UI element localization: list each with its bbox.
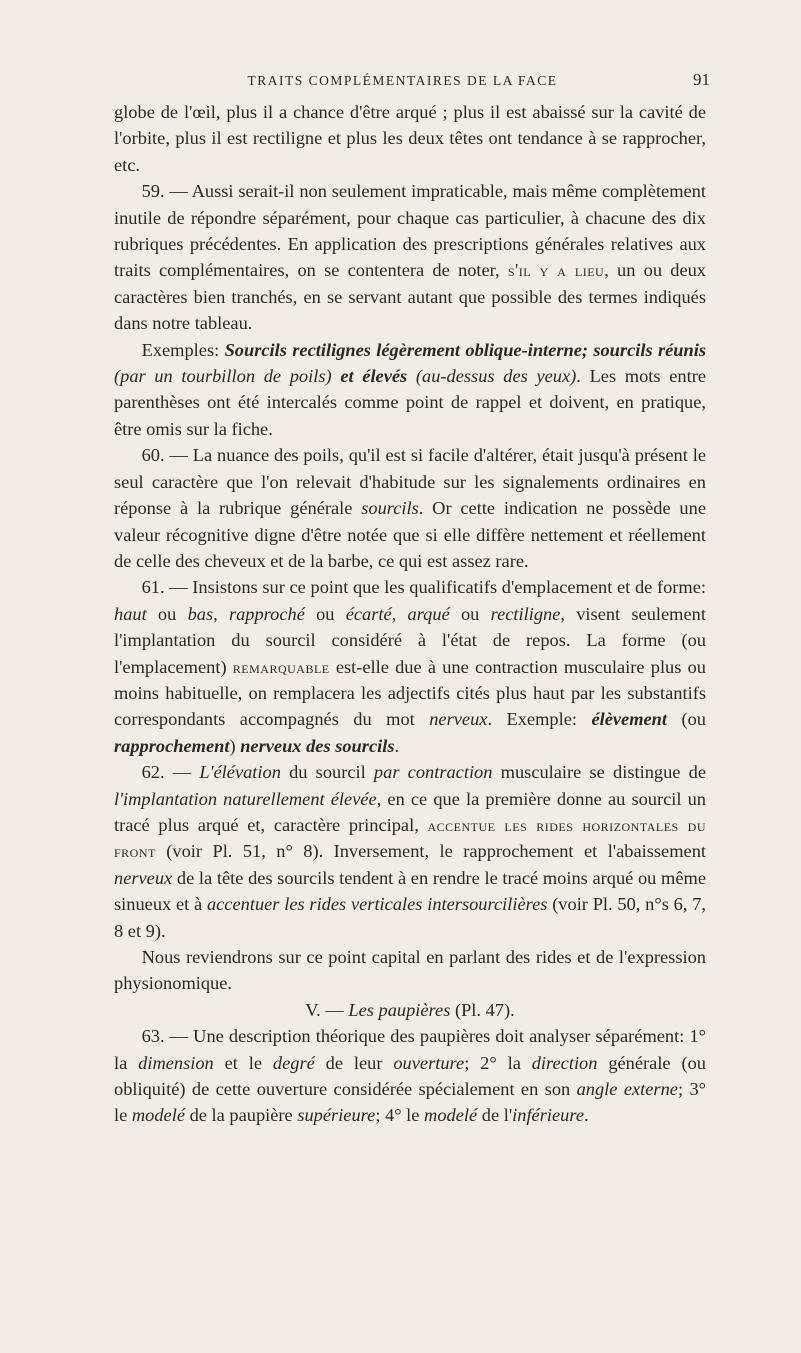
paragraph-59: 59. — Aussi serait-il non seulement impraticable, mais même complètement inutile de répondre séparément, pour chaque cas particulier, à chacune des dix rubriques précédentes. En application des prescriptions générales relatives aux traits complémentaires, on se contentera de noter, s'il y a lieu, un ou deux caractères bien tranchés, en se servant autant que possible des termes indiqués dans notre tableau.: [114, 181, 707, 334]
page-body: [114, 99, 706, 1129]
paragraph-60: 60. — La nuance des poils, qu'il est si facile d'altérer, était jusqu'à présent le seul caractère que l'on relevait d'habitude sur les signalements ordinaires en réponse à la rubrique générale sourcils. Or cette indication ne possède une valeur récognitive digne d'être notée que si elle diffère nettement et réellement de celle des cheveux et de la barbe, ce qui est assez rare.: [114, 445, 706, 571]
section-heading-v: V. — Les paupières (Pl. 47).: [305, 999, 515, 1020]
paragraph-63: 63. — Une description théorique des paupières doit analyser séparément: 1° la dimension et le degré de leur ouverture; 2° la direction générale (ou obliquité) de cette ouverture considérée spécialement en son angle externe; 3° le modelé de la paupière supérieure; 4° le modelé de l'inférieure.: [114, 1026, 706, 1126]
paragraph-continued: globe de l'œil, plus il a chance d'être arqué ; plus il est abaissé sur la cavité de l'orbite, plus il est rectiligne et plus les deux têtes ont tendance à se rapprocher, etc.: [114, 102, 706, 175]
page-number: 91: [693, 70, 710, 89]
running-header: [112, 70, 710, 90]
paragraph-62: 62. — L'élévation du sourcil par contraction musculaire se distingue de l'implantation naturellement élevée, en ce que la première donne au sourcil un tracé plus arqué et, caractère principal, accentue les rides horizontales du front (voir Pl. 51, n° 8). Inversement, le rapprochement et l'abaissement nerveux de la tête des sourcils tendent à en rendre le tracé moins arqué ou même sinueux et à accentuer les rides verticales intersourcilières (voir Pl. 50, n°s 6, 7, 8 et 9).: [114, 762, 707, 941]
paragraph-examples: Exemples: Sourcils rectilignes légèrement oblique-interne; sourcils réunis (par un tourbillon de poils) et élevés (au-dessus des yeux). Les mots entre parenthèses ont été intercalés comme point de rappel et doivent, en pratique, être omis sur la fiche.: [114, 339, 707, 439]
header-title: TRAITS COMPLÉMENTAIRES DE LA FACE: [247, 73, 558, 88]
paragraph-62-closing: Nous reviendrons sur ce point capital en parlant des rides et de l'expression physionomique.: [114, 947, 706, 994]
paragraph-61: 61. — Insistons sur ce point que les qualificatifs d'emplacement et de forme: haut ou bas, rapproché ou écarté, arqué ou rectiligne, visent seulement l'implantation du sourcil considéré à l'état de repos. La forme (ou l'emplacement) remarquable est-elle due à une contraction musculaire plus ou moins habituelle, on remplacera les adjectifs cités plus haut par les substantifs correspondants accompagnés du mot nerveux. Exemple: élèvement (ou rapprochement) nerveux des sourcils.: [114, 577, 706, 756]
